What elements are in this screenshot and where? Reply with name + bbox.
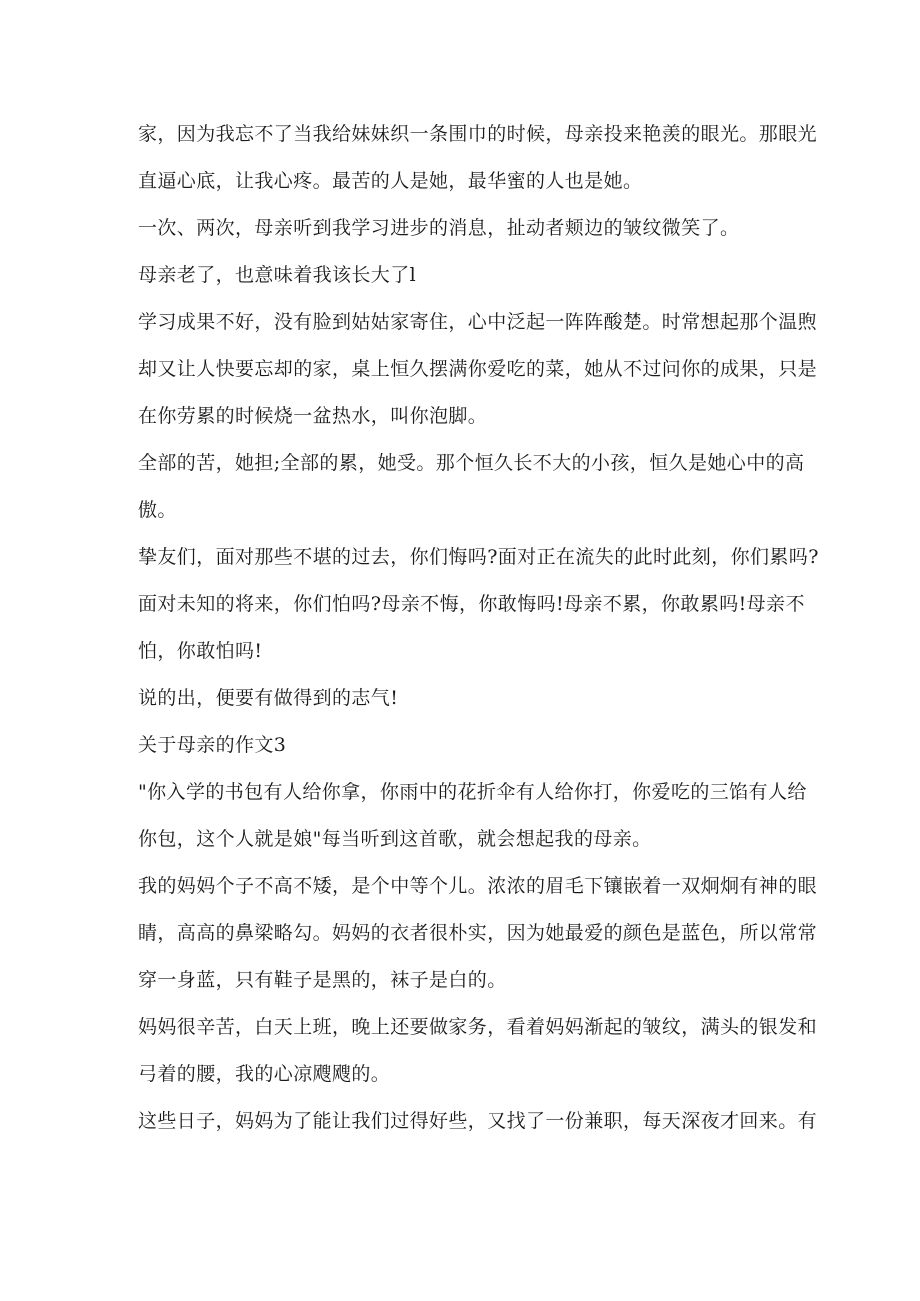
text-line: 睛，高高的鼻梁略勾。妈妈的衣者很朴实，因为她最爱的颜色是蓝色，所以常常	[138, 922, 818, 944]
text-line: 这些日子，妈妈为了能让我们过得好些，又找了一份兼职，每天深夜才回来。有	[138, 1110, 818, 1132]
paragraph-5	[138, 440, 805, 534]
paragraph-4	[138, 299, 818, 440]
paragraph-3	[138, 252, 788, 299]
heading-text: 关于母亲的作文3	[138, 734, 287, 756]
text-line: 穿一身蓝，只有鞋子是黑的，袜子是白的。	[138, 969, 507, 991]
text-line: 直逼心底，让我心疼。最苦的人是她，最华蜜的人也是她。	[138, 170, 643, 192]
paragraph-2	[138, 205, 788, 252]
text-line: 我的妈妈个子不高不矮，是个中等个儿。浓浓的眉毛下镶嵌着一双炯炯有神的眼	[138, 875, 818, 897]
paragraph-10	[138, 863, 818, 1004]
paragraph-1	[138, 111, 818, 205]
text-line: 一次、两次，母亲听到我学习进步的消息，扯动者颊边的皱纹微笑了。	[138, 217, 740, 239]
paragraph-9	[138, 769, 807, 863]
text-line: 面对未知的将来，你们怕吗?母亲不悔，你敢悔吗!母亲不累，你敢累吗!母亲不	[138, 593, 805, 615]
text-line: 却又让人快要忘却的家，桌上恒久摆满你爱吃的菜，她从不过问你的成果，只是	[138, 358, 818, 380]
text-line: 说的出，便要有做得到的志气!	[138, 687, 399, 709]
text-line: 怕，你敢怕吗!	[138, 640, 263, 662]
paragraph-11	[138, 1004, 818, 1098]
text-line: 全部的苦，她担;全部的累，她受。那个恒久长不大的小孩，恒久是她心中的高	[138, 452, 805, 474]
text-line: 母亲老了，也意味着我该长大了l	[138, 264, 417, 286]
text-line: 妈妈很辛苦，白天上班，晚上还要做家务，看着妈妈渐起的皱纹，满头的银发和	[138, 1016, 818, 1038]
document-page	[138, 111, 819, 1145]
text-line: 在你劳累的时候烧一盆热水，叫你泡脚。	[138, 405, 488, 427]
section-heading	[138, 722, 788, 769]
text-line: 你包，这个人就是娘"每当听到这首歌，就会想起我的母亲。	[138, 828, 652, 850]
text-line: 傲。	[138, 499, 177, 521]
text-line: 家，因为我忘不了当我给妹妹织一条围巾的时候，母亲投来艳羡的眼光。那眼光	[138, 123, 818, 145]
text-line: 弓着的腰，我的心凉飕飕的。	[138, 1063, 391, 1085]
text-line: 学习成果不好，没有脸到姑姑家寄住，心中泛起一阵阵酸楚。时常想起那个温煦	[138, 311, 818, 333]
text-line: "你入学的书包有人给你拿，你雨中的花折伞有人给你打，你爱吃的三馅有人给	[138, 781, 807, 803]
paragraph-7	[138, 675, 788, 722]
paragraph-12	[138, 1098, 818, 1145]
text-line: 挚友们，面对那些不堪的过去，你们悔吗?面对正在流失的此时此刻，你们累吗?	[138, 546, 819, 568]
paragraph-6	[138, 534, 819, 675]
